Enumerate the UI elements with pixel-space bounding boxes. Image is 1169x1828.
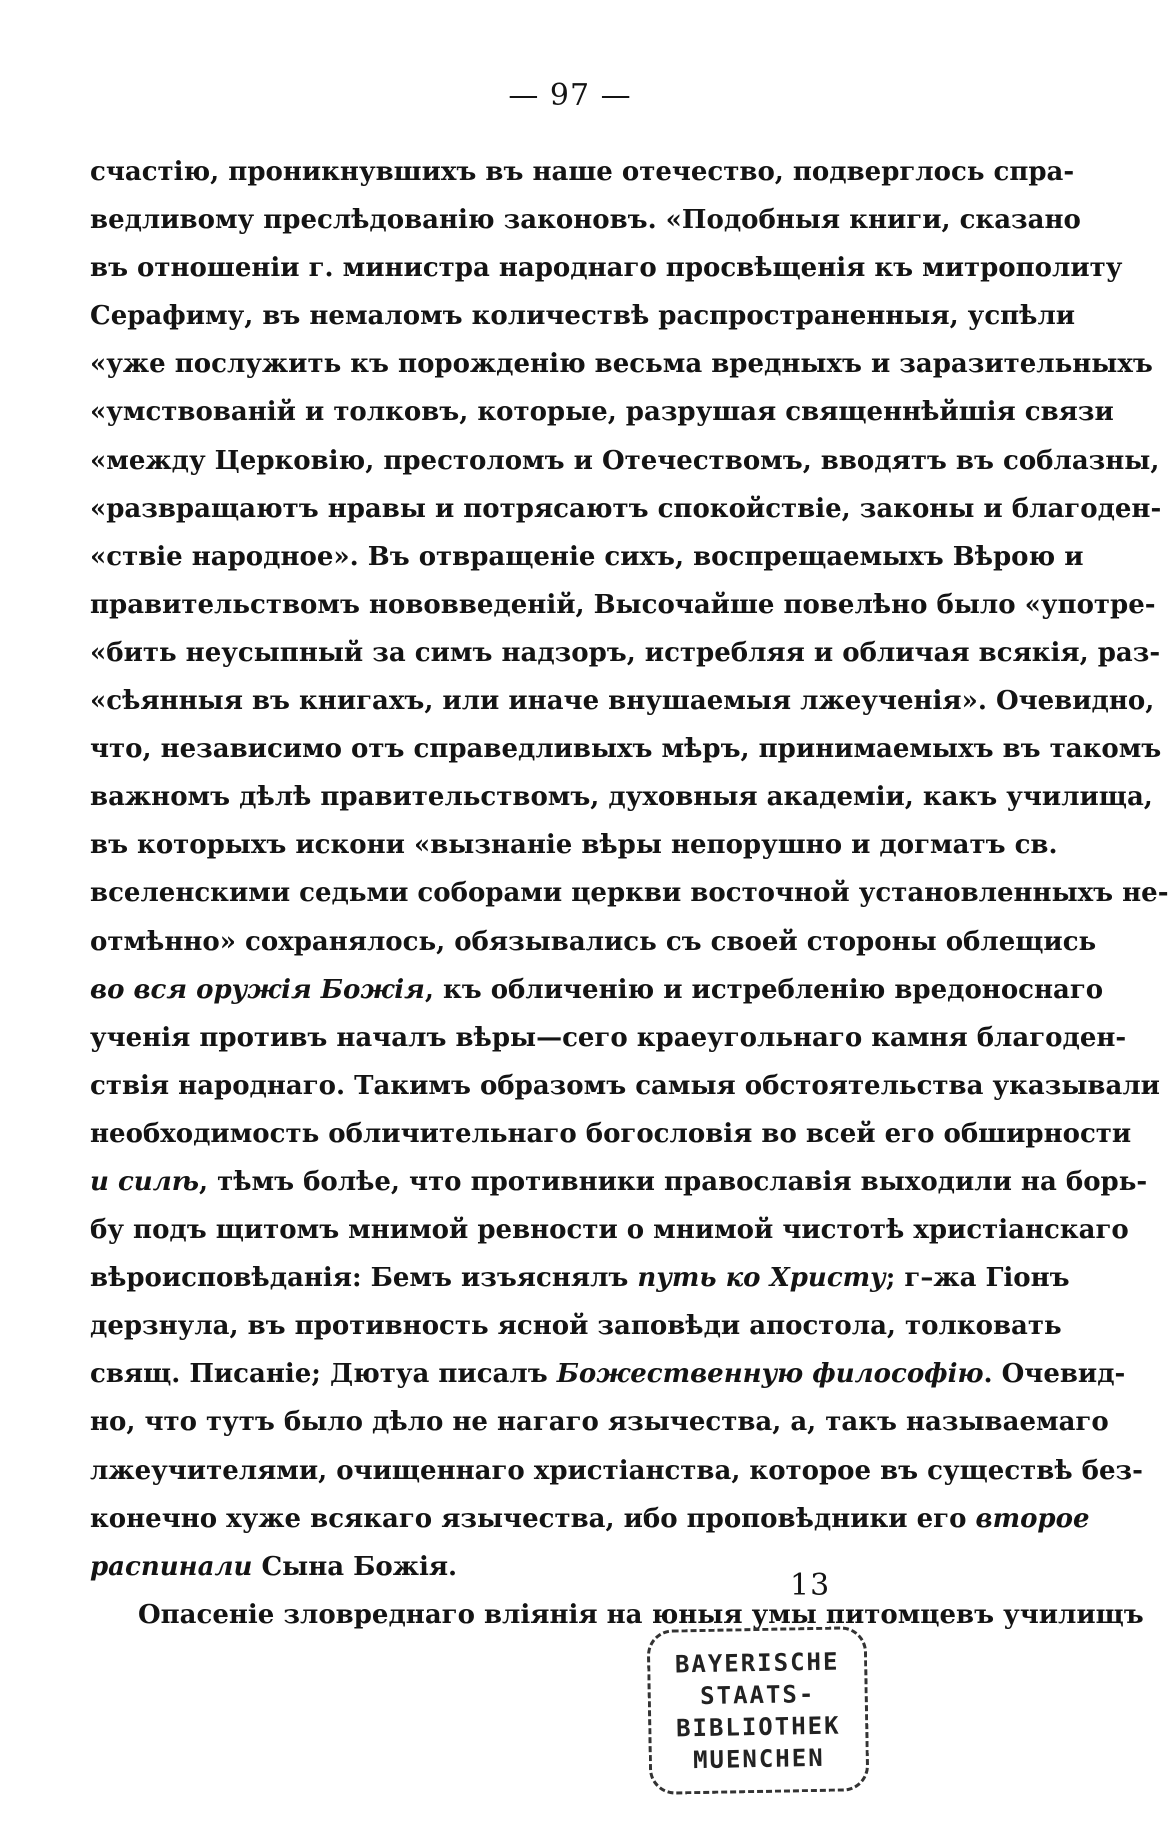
text-segment: Опасеніе зловреднаго вліянія на юныя умы питомцевъ училищъ (138, 1599, 1144, 1630)
italic-segment: второе (975, 1503, 1090, 1534)
text-segment: ученія противъ началъ вѣры—сего краеугольнаго камня благоден- (90, 1022, 1127, 1053)
stamp-line: STAATS- (699, 1679, 816, 1710)
text-segment: въ отношеніи г. министра народнаго просвѣщенія къ митрополиту (90, 253, 1123, 284)
italic-segment: распинали (90, 1551, 253, 1582)
text-segment: ствія народнаго. Такимъ образомъ самыя обстоятельства указывали (90, 1070, 1160, 1101)
text-line (90, 1302, 1062, 1350)
text-segment: Сына Божія. (252, 1551, 458, 1582)
text-segment: ведливому преслѣдованію законовъ. «Подобныя книги, сказано (90, 205, 1081, 236)
text-segment: «бить неусыпный за симъ надзоръ, истребляя и обличая всякія, раз- (90, 637, 1161, 668)
signature-mark: 13 (790, 1568, 831, 1603)
text-segment: необходимость обличительнаго богословія во всей его обширности (90, 1118, 1132, 1149)
text-line (90, 485, 1162, 533)
page-number: — 97 — (508, 78, 632, 113)
text-segment: лжеучителями, очищеннаго христіанства, которое въ существѣ без- (90, 1455, 1143, 1486)
text-line (90, 1158, 1148, 1206)
text-line (90, 1110, 1132, 1158)
text-segment: важномъ дѣлѣ правительствомъ, духовныя академіи, какъ училища, (90, 782, 1153, 813)
text-line (90, 918, 1097, 966)
text-line (90, 1206, 1129, 1254)
italic-segment: во вся оружія Божія (90, 974, 425, 1005)
text-line (90, 1543, 988, 1591)
italic-segment: путь ко Христу (637, 1263, 886, 1294)
text-line (90, 437, 1160, 485)
text-segment: бу подъ щитомъ мнимой ревности о мнимой чистотѣ христіанскаго (90, 1215, 1129, 1246)
stamp-line: MUENCHEN (692, 1743, 825, 1774)
text-segment: вселенскими седьми соборами церкви восточной установленныхъ не- (90, 878, 1169, 909)
text-segment: «умствованій и толковъ, которые, разрушая священнѣйшія связи (90, 397, 1114, 428)
text-segment: конечно хуже всякаго язычества, ибо проповѣдники его (90, 1503, 976, 1534)
text-segment: «между Церковію, престоломъ и Отечествомъ, вводятъ въ соблазны, (90, 445, 1160, 476)
library-stamp (647, 1626, 870, 1795)
text-segment: правительствомъ нововведеній, Высочайше повелѣно было «употре- (90, 589, 1156, 620)
text-line (90, 581, 1156, 629)
text-line (90, 1398, 1109, 1446)
text-line (90, 629, 1161, 677)
text-segment: свящ. Писаніе; Дютуа писалъ (90, 1359, 557, 1390)
text-line (90, 1062, 1160, 1110)
text-line (90, 340, 1153, 388)
text-line (90, 1014, 1127, 1062)
text-segment: . Очевид- (983, 1359, 1126, 1390)
text-line (90, 821, 1058, 869)
text-line (90, 148, 1075, 196)
italic-segment: и силѣ (90, 1166, 200, 1197)
text-line (90, 1495, 1090, 1543)
text-segment: «развращаютъ нравы и потрясаютъ спокойствіе, законы и благоден- (90, 493, 1162, 524)
text-line (90, 966, 1104, 1014)
text-segment: въ которыхъ искони «вызнаніе вѣры непорушно и догматъ св. (90, 830, 1058, 861)
stamp-line: BAYERISCHE (674, 1647, 840, 1678)
text-segment: «сѣянныя въ книгахъ, или иначе внушаемыя лжеученія». Очевидно, (90, 686, 1155, 717)
text-segment: дерзнула, въ противность ясной заповѣди апостола, толковать (90, 1311, 1062, 1342)
italic-segment: Божественную философію (556, 1359, 984, 1390)
text-line (90, 196, 1081, 244)
text-segment: что, независимо отъ справедливыхъ мѣръ, принимаемыхъ въ такомъ (90, 734, 1162, 765)
text-segment: , тѣмъ болѣе, что противники православія выходили на борь- (199, 1166, 1148, 1197)
text-line (90, 1350, 1126, 1398)
text-line (90, 1254, 1070, 1302)
text-line (90, 869, 1169, 917)
text-line (90, 388, 1114, 436)
text-segment: «ствіе народное». Въ отвращеніе сихъ, воспрещаемыхъ Вѣрою и (90, 541, 1084, 572)
stamp-line: BIBLIOTHEK (675, 1711, 841, 1742)
text-line (90, 677, 1155, 725)
text-line (90, 725, 1162, 773)
text-segment: Серафиму, въ немаломъ количествѣ распространенныя, успѣли (90, 301, 1076, 332)
text-line (90, 244, 1123, 292)
text-line (90, 533, 1084, 581)
text-segment: , къ обличенію и истребленію вредоноснаго (424, 974, 1104, 1005)
text-line (90, 1447, 1143, 1495)
body-text (90, 148, 1169, 1639)
text-segment: «уже послужить къ порожденію весьма вредныхъ и заразительныхъ (90, 349, 1153, 380)
text-segment: вѣроисповѣданія: Бемъ изъяснялъ (90, 1263, 638, 1294)
text-segment: ; г–жа Гіонъ (885, 1263, 1070, 1294)
text-segment: отмѣнно» сохранялось, обязывались съ своей стороны облещись (90, 926, 1097, 957)
text-line (90, 292, 1076, 340)
text-line (90, 773, 1153, 821)
text-segment: счастію, проникнувшихъ въ наше отечество, подверглось спра- (90, 157, 1075, 187)
text-segment: но, что тутъ было дѣло не нагаго язычества, а, такъ называемаго (90, 1407, 1109, 1438)
